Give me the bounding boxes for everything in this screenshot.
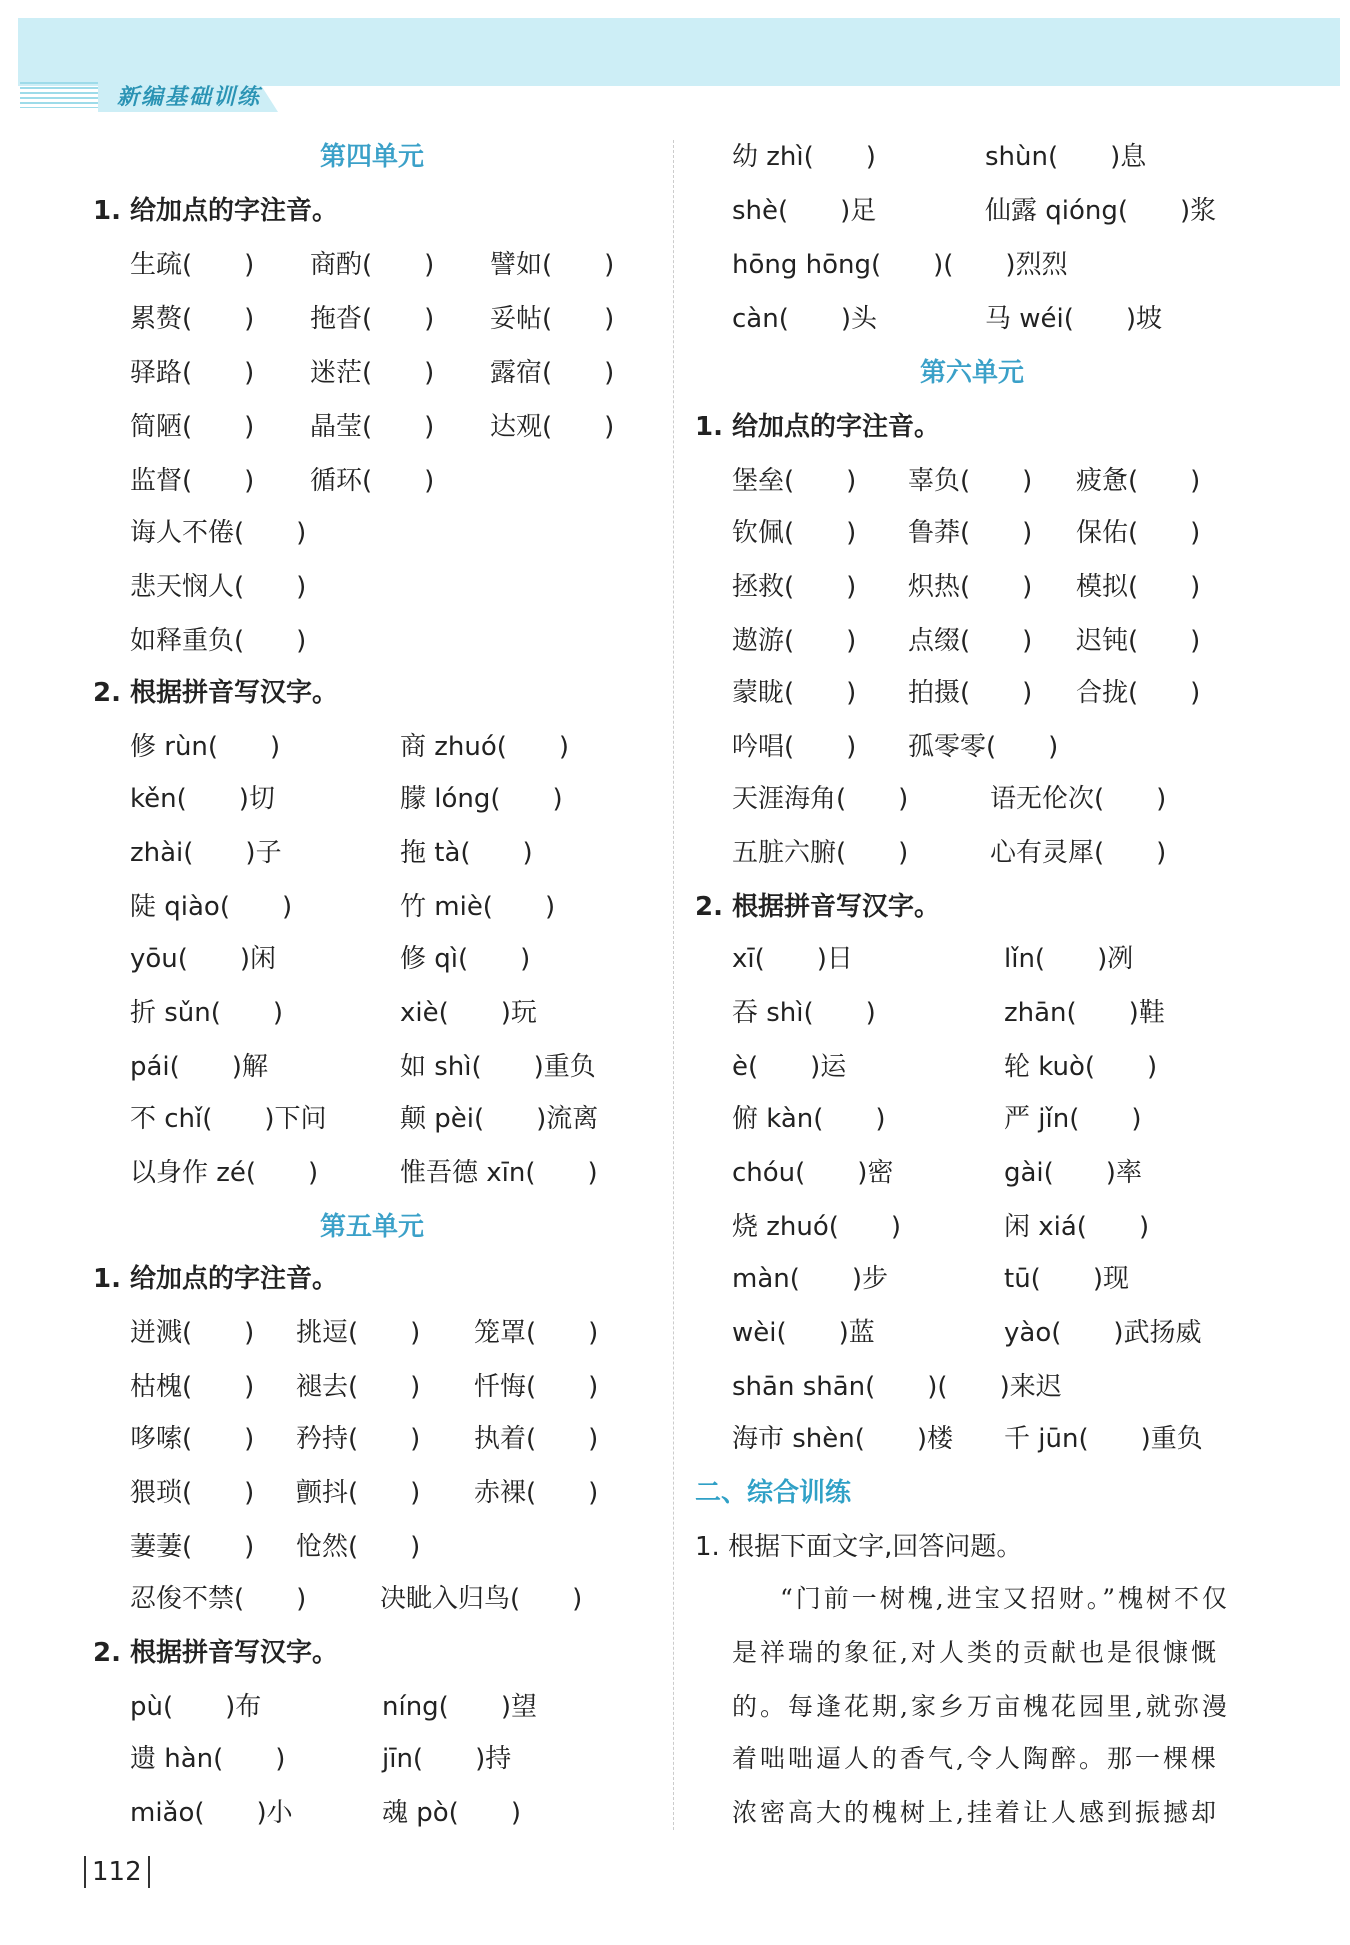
exercise-item: 如 shì( )重负 xyxy=(400,1052,596,1082)
exercise-item: 笼罩( ) xyxy=(474,1318,599,1348)
exercise-item: 马 wéi( )坡 xyxy=(985,304,1163,334)
exercise-item: 五脏六腑( ) xyxy=(732,838,909,868)
exercise-item: 海市 shèn( )楼 xyxy=(732,1424,954,1454)
exercise-item: 妥帖( ) xyxy=(490,304,615,334)
exercise-item: 忏悔( ) xyxy=(474,1372,599,1402)
exercise-item: gài( )率 xyxy=(1004,1158,1142,1188)
exercise-item: jīn( )持 xyxy=(382,1744,512,1774)
exercise-item: 颠 pèi( )流离 xyxy=(400,1104,599,1134)
exercise-item: miǎo( )小 xyxy=(130,1798,293,1828)
exercise-item: 语无伦次( ) xyxy=(990,784,1167,814)
exercise-item: 天涯海角( ) xyxy=(732,784,909,814)
exercise-item: 迸溅( ) xyxy=(130,1318,255,1348)
exercise-item: 1. 根据下面文字,回答问题。 xyxy=(695,1532,1023,1562)
exercise-item: 严 jǐn( ) xyxy=(1004,1104,1142,1134)
exercise-item: 模拟( ) xyxy=(1076,572,1201,602)
passage-line: 是祥瑞的象征,对人类的贡献也是很慷慨 xyxy=(732,1638,1219,1667)
exercise-item: kěn( )切 xyxy=(130,784,275,814)
exercise-item: shè( )足 xyxy=(732,196,877,226)
exercise-item: 驿路( ) xyxy=(130,358,255,388)
exercise-item: 不 chǐ( )下问 xyxy=(130,1104,327,1134)
exercise-item: 辜负( ) xyxy=(908,466,1033,496)
exercise-item: 譬如( ) xyxy=(490,250,615,280)
exercise-item: 如释重负( ) xyxy=(130,626,307,656)
exercise-item: 吞 shì( ) xyxy=(732,998,876,1028)
exercise-item: 惟吾德 xīn( ) xyxy=(400,1158,598,1188)
question-heading: 1. 给加点的字注音。 xyxy=(695,412,941,442)
exercise-item: 钦佩( ) xyxy=(732,518,857,548)
exercise-item: 迷茫( ) xyxy=(310,358,435,388)
exercise-item: màn( )步 xyxy=(732,1264,889,1294)
exercise-item: 简陋( ) xyxy=(130,412,255,442)
question-heading: 1. 给加点的字注音。 xyxy=(93,1264,339,1294)
exercise-item: 商酌( ) xyxy=(310,250,435,280)
question-heading: 2. 根据拼音写汉字。 xyxy=(93,678,339,708)
page-number: 112 xyxy=(84,1856,150,1888)
exercise-item: pù( )布 xyxy=(130,1692,262,1722)
exercise-item: 吟唱( ) xyxy=(732,732,857,762)
exercise-item: 俯 kàn( ) xyxy=(732,1104,886,1134)
exercise-item: 拯救( ) xyxy=(732,572,857,602)
exercise-item: 循环( ) xyxy=(310,466,435,496)
exercise-item: xī( )日 xyxy=(732,944,853,974)
exercise-item: shùn( )息 xyxy=(985,142,1147,172)
exercise-item: è( )运 xyxy=(732,1052,847,1082)
exercise-item: 千 jūn( )重负 xyxy=(1004,1424,1203,1454)
exercise-item: 疲惫( ) xyxy=(1076,466,1201,496)
exercise-item: 商 zhuó( ) xyxy=(400,732,570,762)
exercise-item: 迟钝( ) xyxy=(1076,626,1201,656)
exercise-item: yōu( )闲 xyxy=(130,944,277,974)
exercise-item: shān shān( )( )来迟 xyxy=(732,1372,1062,1402)
exercise-item: 监督( ) xyxy=(130,466,255,496)
exercise-item: 闲 xiá( ) xyxy=(1004,1212,1150,1242)
passage-line: 的。每逢花期,家乡万亩槐花园里,就弥漫 xyxy=(732,1692,1230,1721)
exercise-item: 诲人不倦( ) xyxy=(130,518,307,548)
exercise-item: 达观( ) xyxy=(490,412,615,442)
exercise-item: 晶莹( ) xyxy=(310,412,435,442)
exercise-item: 心有灵犀( ) xyxy=(990,838,1167,868)
exercise-item: hōng hōng( )( )烈烈 xyxy=(732,250,1068,280)
exercise-item: lǐn( )冽 xyxy=(1004,944,1134,974)
exercise-item: 仙露 qióng( )浆 xyxy=(985,196,1217,226)
exercise-item: 生疏( ) xyxy=(130,250,255,280)
header-band xyxy=(18,18,1340,86)
question-heading: 二、综合训练 xyxy=(695,1478,852,1508)
exercise-item: 拍摄( ) xyxy=(908,678,1033,708)
exercise-item: 忍俊不禁( ) xyxy=(130,1584,307,1614)
exercise-item: 猥琐( ) xyxy=(130,1478,255,1508)
exercise-item: chóu( )密 xyxy=(732,1158,894,1188)
exercise-item: 合拢( ) xyxy=(1076,678,1201,708)
unit-heading: 第四单元 xyxy=(320,142,425,172)
question-heading: 2. 根据拼音写汉字。 xyxy=(695,892,941,922)
exercise-item: xiè( )玩 xyxy=(400,998,537,1028)
exercise-item: 轮 kuò( ) xyxy=(1004,1052,1158,1082)
exercise-item: 竹 miè( ) xyxy=(400,892,556,922)
exercise-item: 以身作 zé( ) xyxy=(130,1158,319,1188)
exercise-item: 拖沓( ) xyxy=(310,304,435,334)
exercise-item: 魂 pò( ) xyxy=(382,1798,521,1828)
exercise-item: 挑逗( ) xyxy=(296,1318,421,1348)
exercise-item: 矜持( ) xyxy=(296,1424,421,1454)
exercise-item: 堡垒( ) xyxy=(732,466,857,496)
exercise-item: 执着( ) xyxy=(474,1424,599,1454)
exercise-item: zhān( )鞋 xyxy=(1004,998,1165,1028)
exercise-item: yào( )武扬威 xyxy=(1004,1318,1202,1348)
unit-heading: 第六单元 xyxy=(920,358,1025,388)
exercise-item: 修 qì( ) xyxy=(400,944,531,974)
exercise-item: 哆嗦( ) xyxy=(130,1424,255,1454)
question-heading: 1. 给加点的字注音。 xyxy=(93,196,339,226)
exercise-item: 修 rùn( ) xyxy=(130,732,281,762)
exercise-item: 决眦入归鸟( ) xyxy=(380,1584,583,1614)
passage-line: “门前一树槐,进宝又招财。”槐树不仅 xyxy=(780,1584,1231,1613)
exercise-item: 折 sǔn( ) xyxy=(130,998,284,1028)
header-decoration xyxy=(20,82,98,108)
exercise-item: 朦 lóng( ) xyxy=(400,784,563,814)
exercise-item: 孤零零( ) xyxy=(908,732,1059,762)
exercise-item: 枯槐( ) xyxy=(130,1372,255,1402)
exercise-item: 鲁莽( ) xyxy=(908,518,1033,548)
exercise-item: 遨游( ) xyxy=(732,626,857,656)
exercise-item: 露宿( ) xyxy=(490,358,615,388)
exercise-item: 遗 hàn( ) xyxy=(130,1744,286,1774)
exercise-item: 颤抖( ) xyxy=(296,1478,421,1508)
exercise-item: 累赘( ) xyxy=(130,304,255,334)
exercise-item: càn( )头 xyxy=(732,304,877,334)
exercise-item: pái( )解 xyxy=(130,1052,268,1082)
exercise-item: tū( )现 xyxy=(1004,1264,1129,1294)
exercise-item: 悲天悯人( ) xyxy=(130,572,307,602)
exercise-item: 陡 qiào( ) xyxy=(130,892,293,922)
exercise-item: zhài( )子 xyxy=(130,838,282,868)
column-divider xyxy=(673,140,674,1830)
passage-line: 着咄咄逼人的香气,令人陶醉。那一棵棵 xyxy=(732,1744,1219,1773)
question-heading: 2. 根据拼音写汉字。 xyxy=(93,1638,339,1668)
exercise-item: 褪去( ) xyxy=(296,1372,421,1402)
exercise-item: níng( )望 xyxy=(382,1692,537,1722)
unit-heading: 第五单元 xyxy=(320,1212,425,1242)
exercise-item: 怆然( ) xyxy=(296,1532,421,1562)
exercise-item: 烧 zhuó( ) xyxy=(732,1212,902,1242)
exercise-item: 赤裸( ) xyxy=(474,1478,599,1508)
exercise-item: 拖 tà( ) xyxy=(400,838,533,868)
exercise-item: wèi( )蓝 xyxy=(732,1318,875,1348)
exercise-item: 幼 zhì( ) xyxy=(732,142,876,172)
exercise-item: 炽热( ) xyxy=(908,572,1033,602)
exercise-item: 点缀( ) xyxy=(908,626,1033,656)
passage-line: 浓密高大的槐树上,挂着让人感到振撼却 xyxy=(732,1798,1219,1827)
exercise-item: 保佑( ) xyxy=(1076,518,1201,548)
exercise-item: 萋萋( ) xyxy=(130,1532,255,1562)
book-title: 新编基础训练 xyxy=(117,84,262,110)
exercise-item: 蒙眬( ) xyxy=(732,678,857,708)
